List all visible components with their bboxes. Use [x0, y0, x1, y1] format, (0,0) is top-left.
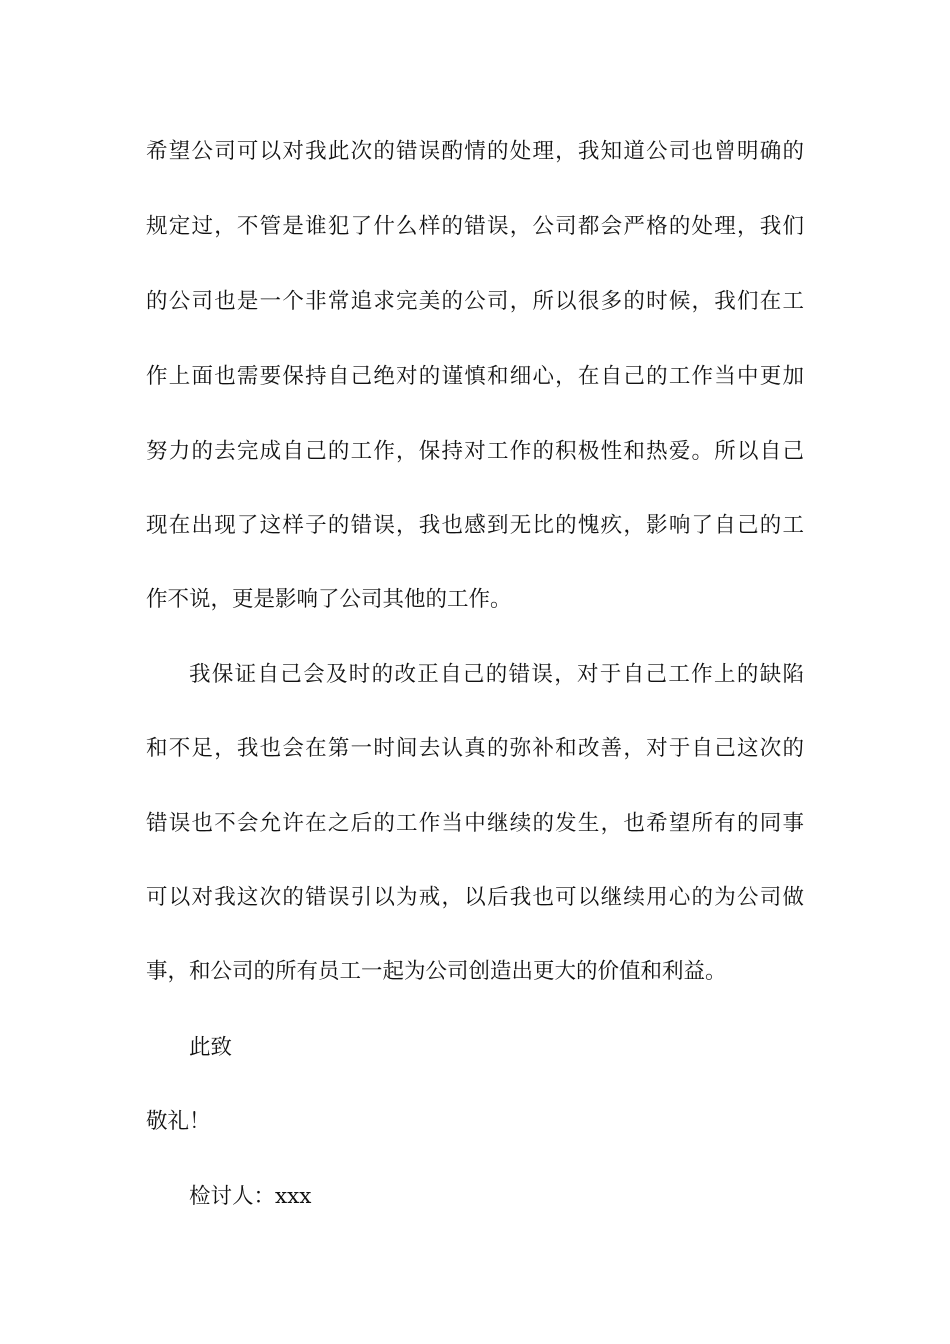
paragraph-line: 我保证自己会及时的改正自己的错误，对于自己工作上的缺陷 [189, 662, 804, 687]
closing-regards: 敬礼！ [146, 1109, 211, 1134]
paragraph-line: 事，和公司的所有员工一起为公司创造出更大的价值和利益。 [146, 959, 727, 984]
closing-salutation: 此致 [189, 1035, 233, 1060]
signature-line: 检讨人：xxx [189, 1184, 312, 1209]
paragraph-line: 可以对我这次的错误引以为戒，以后我也可以继续用心的为公司做 [146, 885, 804, 910]
paragraph-line: 作不说，更是影响了公司其他的工作。 [146, 587, 512, 612]
paragraph-line: 希望公司可以对我此次的错误酌情的处理，我知道公司也曾明确的 [146, 139, 804, 164]
paragraph-line: 和不足，我也会在第一时间去认真的弥补和改善，对于自己这次的 [146, 736, 804, 761]
paragraph-line: 作上面也需要保持自己绝对的谨慎和细心，在自己的工作当中更加 [146, 364, 804, 389]
paragraph-line: 努力的去完成自己的工作，保持对工作的积极性和热爱。所以自己 [146, 439, 804, 464]
paragraph-line: 的公司也是一个非常追求完美的公司，所以很多的时候，我们在工 [146, 289, 804, 314]
paragraph-line: 错误也不会允许在之后的工作当中继续的发生，也希望所有的同事 [146, 811, 804, 836]
paragraph-line: 现在出现了这样子的错误，我也感到无比的愧疚，影响了自己的工 [146, 513, 804, 538]
paragraph-line: 规定过，不管是谁犯了什么样的错误，公司都会严格的处理，我们 [146, 214, 804, 239]
